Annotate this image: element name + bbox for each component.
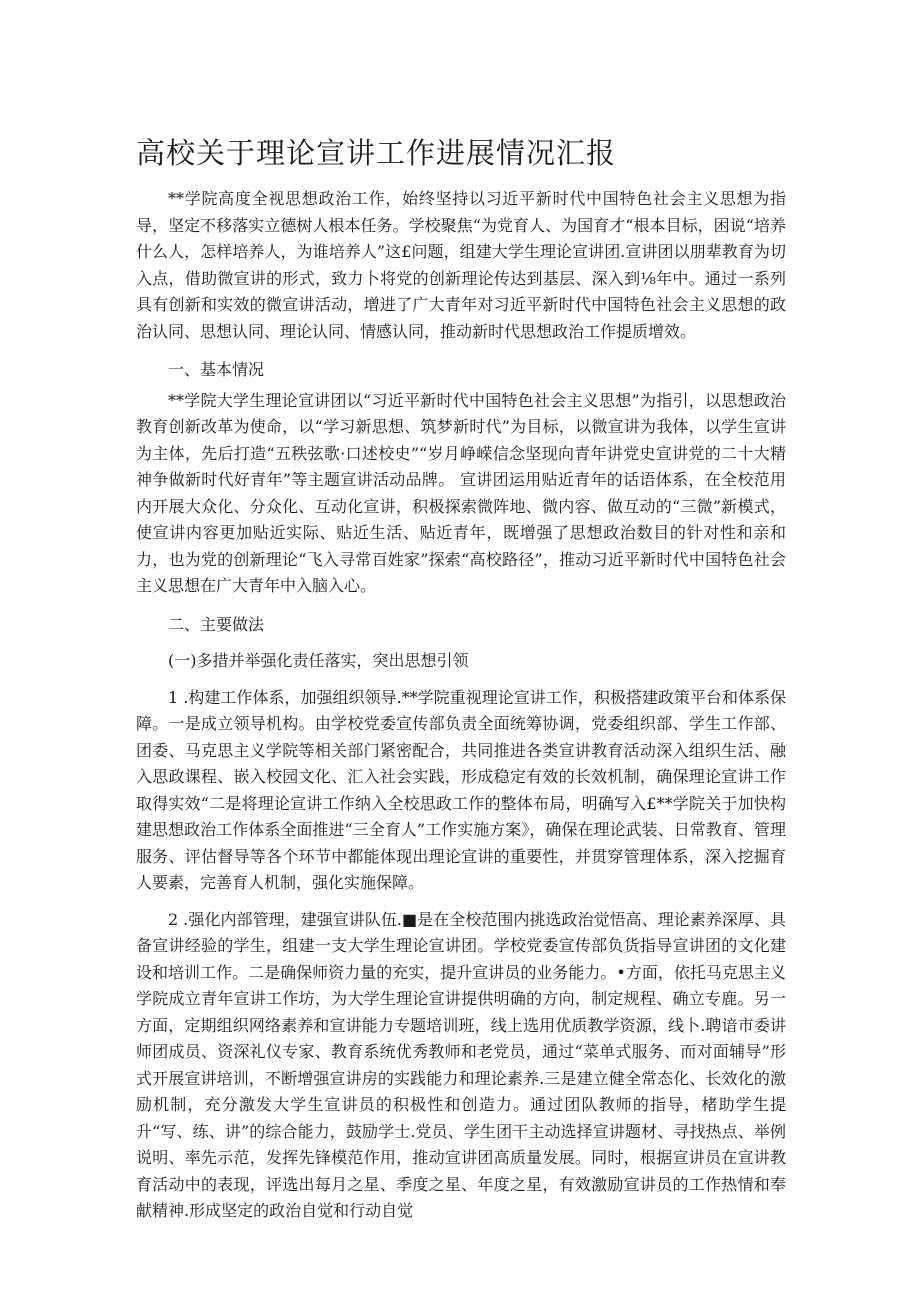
intro-paragraph: **学院高度全视思想政治工作，始终坚持以习近平新时代中国特色社会主义思想为指导，坚定不移落实立德树人根本任务。学校聚焦“为党育人、为国育才“根本目标，困说“培养什么人，怎样培养人，为谁培养人”这£问题，组建大学生理论宣讲团.宣讲团以朋辈教育为切入点，借助微宣讲的形式，致力卜将党的创新理论传达到基层、深入到⅛年中。通过一系列具有创新和实效的微宣讲活动，增进了广大青年对习近平新时代中国特色社会主义思想的政治认同、思想认同、理论认同、情感认同，推动新时代思想政治工作提质增效。 — [136, 189, 786, 341]
section-heading-main-practices: 二、主要做法 — [168, 614, 265, 634]
document-body — [136, 186, 786, 1225]
document-title: 高校关于理论宣讲工作进展情况汇报 — [136, 136, 617, 170]
subsection-heading-1: (一)多措并举强化责任落实，突出思想引领 — [168, 651, 469, 670]
section-paragraph-basic-situation: **学院大学生理论宣讲团以“习近平新时代中国特色社会主义思想”为指引，以思想政治教育创新改革为使命，以“学习新思想、筑梦新时代”为目标，以微宣讲为我体，以学生宣讲为主体，先后打造“五秩弦歌·口述校史”“岁月峥嵘信念坚现向青年讲党史宣讲党的二十大精神争做新时代好青年”等主题宣讲活动品牌。 宣讲团运用贴近青年的话语体系，在全校范用内开展大众化、分众化、互动化宣讲，积极探索微阵地、微内容、做互动的“三微”新模式，使宣讲内容更加贴近实际、贴近生活、贴近青年，既增强了思想政治数目的针对性和亲和力，也为党的创新理论“飞入寻常百姓家”探索“高校路径”，推动习近平新时代中国特色社会主义思想在广大青年中入脑入心。 — [136, 390, 786, 595]
section-heading-basic-situation: 一、基本情况 — [168, 360, 265, 379]
list-item-2-paragraph: 2 .强化内部管理，建强宣讲队伍.■是在全校范围内挑选政治觉悟高、理论素养深厚、具备宣讲经验的学生，组建一支大学生理论宣讲团。学校党委宣传部负货指导宣讲团的文化建设和培训工作。二是确保师资力量的充实，提升宣讲员的业务能力。•方面，依托马克思主义学院成立青年宣讲工作坊，为大学生理论宣讲提供明确的方向，制定规程、确立专鹿。另一方面，定期组织网络素养和宣讲能力专题培训班，线上选用优质教学资源，线卜.聘谙市委讲师团成员、资深礼仪专家、教育系统优秀教师和老党员，通过“菜单式服务、而对面辅导”形式开展宣讲培训，不断增强宣讲房的实践能力和理论素养.三是建立健全常态化、长效化的激励机制，充分激发大学生宣讲员的积极性和创造力。通过团队教师的指导，楮助学生提升“写、练、讲”的综合能力，鼓励学士.党员、学生团干主动选择宣讲题材、寻找热点、举例说明、率先示范，发挥先锋模范作用，推动宣讲团高质量发展。同时，根据宣讲员在宣讲教育活动中的表现，评选出每月之星、季度之星、年度之星，有效激励宣讲员的工作热情和奉献精神.形成坚定的政治自觉和行动自觉 — [136, 909, 786, 1220]
list-item-1-paragraph: 1 .构建工作体系，加强组织领导.**学院重视理论宣讲工作，积极搭建政策平台和体系保障。一是成立领导机构。由学校党委宣传部负责全面统筹协调，党委组织部、学生工作部、团委、马克思主义学院等相关部门紧密配合，共同推进各类宣讲教育活动深入组织生活、融入思政课程、嵌入校园文化、汇入社会实践，形成稳定有效的长效机制，确保理论宣讲工作取得实效“二是将理论宣讲工作纳入全校思政工作的整体布局，明确写入£**学院关于加快构建思想政治工作体系全面推进“三全育人”工作实施方案》，确保在理论武装、日常教育、管理服务、评估督导等各个环节中都能体现出理论宣讲的重要性，并贯穿管理体系，深入挖掘育人要素，完善育人机制，强化实施保障。 — [136, 687, 786, 892]
